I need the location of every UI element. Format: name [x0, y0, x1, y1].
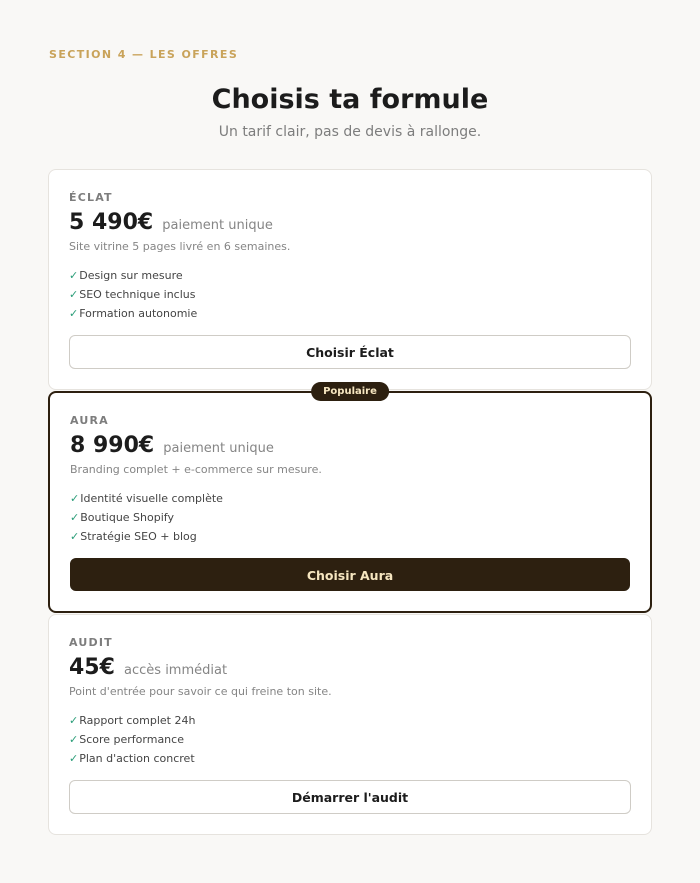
price-note: accès immédiat	[124, 663, 228, 678]
feature-item	[70, 492, 223, 511]
page-subtitle: Un tarif clair, pas de devis à rallonge.	[218, 124, 482, 140]
feature-label: Score performance	[79, 733, 184, 746]
pricing-card-aura	[48, 386, 652, 613]
start-audit-button[interactable]: Démarrer l'audit	[69, 780, 631, 814]
feature-item	[69, 714, 195, 733]
check-icon: ✓	[69, 714, 79, 727]
feature-label: Boutique Shopify	[80, 511, 174, 524]
choose-aura-button[interactable]: Choisir Aura	[70, 558, 630, 591]
feature-item	[69, 752, 195, 771]
check-icon: ✓	[69, 269, 79, 282]
check-icon: ✓	[69, 733, 79, 746]
feature-label: Identité visuelle complète	[80, 492, 223, 505]
plan-price: 5 490€	[69, 210, 154, 235]
feature-label: SEO technique inclus	[79, 288, 196, 301]
price-note: paiement unique	[162, 218, 273, 233]
feature-item	[69, 307, 197, 326]
plan-price: 45€	[69, 655, 115, 680]
feature-list	[70, 492, 223, 549]
plan-price: 8 990€	[70, 433, 155, 458]
feature-label: Formation autonomie	[79, 307, 198, 320]
popular-badge: Populaire	[311, 382, 389, 401]
plan-name: ÉCLAT	[69, 191, 113, 204]
feature-label: Rapport complet 24h	[79, 714, 196, 727]
price-row	[70, 433, 274, 458]
choose-eclat-button[interactable]: Choisir Éclat	[69, 335, 631, 369]
price-note: paiement unique	[163, 441, 274, 456]
check-icon: ✓	[69, 307, 79, 320]
price-row	[69, 655, 227, 680]
feature-item	[69, 288, 197, 307]
check-icon: ✓	[70, 492, 80, 505]
feature-item	[70, 530, 223, 549]
check-icon: ✓	[70, 530, 80, 543]
feature-item	[70, 511, 223, 530]
pricing-card-audit	[48, 614, 652, 835]
feature-label: Stratégie SEO + blog	[80, 530, 197, 543]
plan-description: Point d'entrée pour savoir ce qui freine ton site.	[69, 685, 332, 698]
feature-label: Plan d'action concret	[79, 752, 195, 765]
feature-list	[69, 269, 197, 326]
check-icon: ✓	[70, 511, 80, 524]
pricing-card-eclat	[48, 169, 652, 390]
feature-item	[69, 269, 197, 288]
price-row	[69, 210, 273, 235]
feature-label: Design sur mesure	[79, 269, 183, 282]
page-title: Choisis ta formule	[211, 84, 489, 115]
check-icon: ✓	[69, 288, 79, 301]
check-icon: ✓	[69, 752, 79, 765]
plan-name: AURA	[70, 414, 109, 427]
section-eyebrow: SECTION 4 — LES OFFRES	[49, 48, 239, 61]
feature-list	[69, 714, 195, 771]
plan-name: AUDIT	[69, 636, 113, 649]
plan-description: Site vitrine 5 pages livré en 6 semaines.	[69, 240, 291, 253]
plan-description: Branding complet + e-commerce sur mesure.	[70, 463, 322, 476]
feature-item	[69, 733, 195, 752]
